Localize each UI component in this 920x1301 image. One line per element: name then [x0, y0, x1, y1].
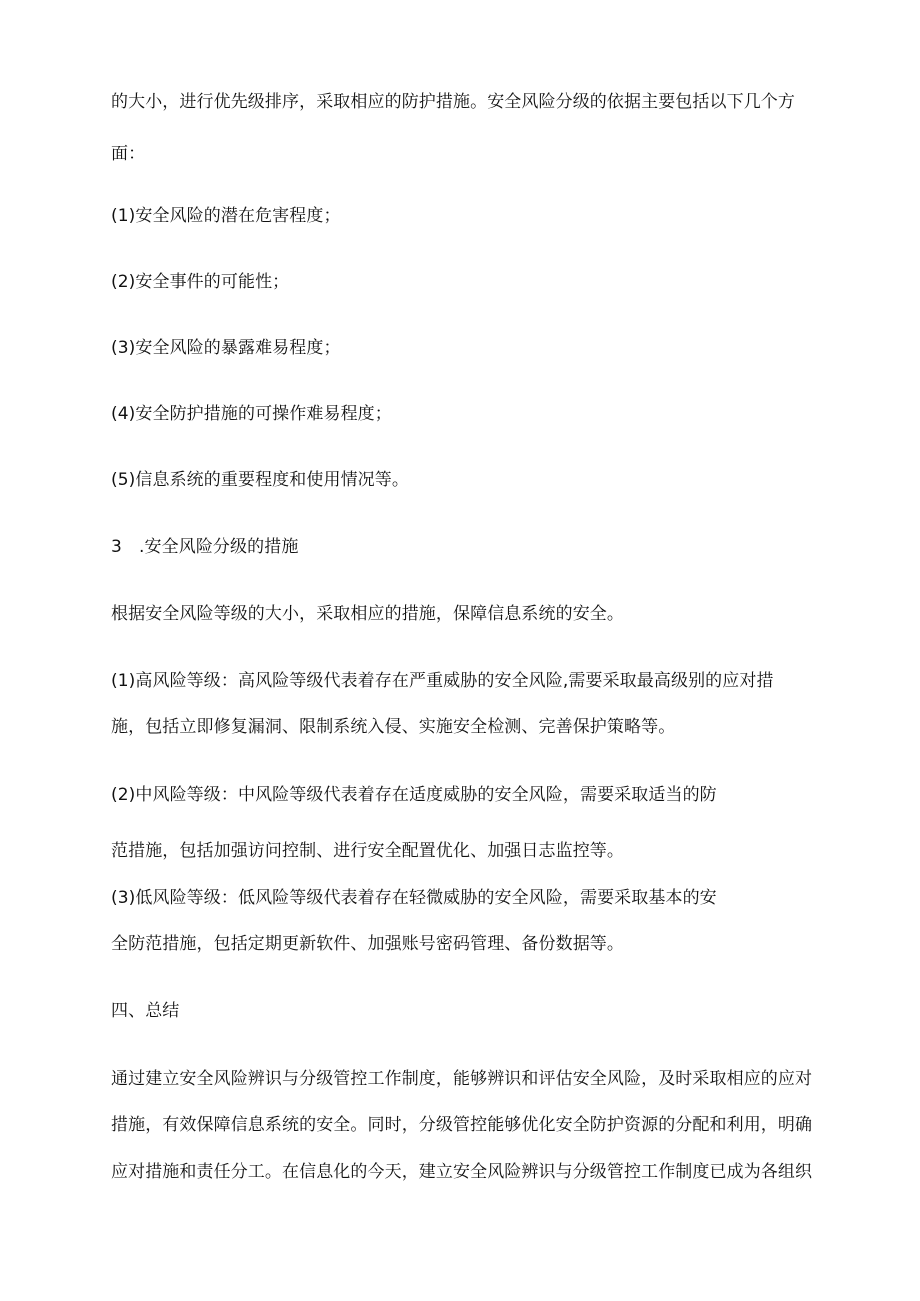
- list-item: (1)高风险等级：高风险等级代表着存在严重威胁的安全风险,需要采取最高级别的应对措: [111, 671, 774, 691]
- list-item: (3)安全风险的暴露难易程度；: [111, 338, 341, 358]
- list-item: (3)低风险等级：低风险等级代表着存在轻微威胁的安全风险，需要采取基本的安: [111, 888, 717, 908]
- list-item: (2)中风险等级：中风险等级代表着存在适度威胁的安全风险，需要采取适当的防: [111, 785, 717, 805]
- text-line: 范措施，包括加强访问控制、进行安全配置优化、加强日志监控等。: [111, 841, 624, 861]
- text-line: 施，包括立即修复漏洞、限制系统入侵、实施安全检测、完善保护策略等。: [111, 717, 676, 737]
- text-line: 通过建立安全风险辨识与分级管控工作制度，能够辨识和评估安全风险，及时采取相应的应对: [111, 1069, 813, 1089]
- text-line: 面：: [111, 144, 146, 164]
- list-item: (4)安全防护措施的可操作难易程度；: [111, 404, 392, 424]
- list-item: (5)信息系统的重要程度和使用情况等。: [111, 470, 409, 490]
- section-heading: 四、总结: [111, 1001, 180, 1021]
- text-line: 根据安全风险等级的大小，采取相应的措施，保障信息系统的安全。: [111, 604, 624, 624]
- section-heading: 3 .安全风险分级的措施: [111, 537, 299, 557]
- list-item: (1)安全风险的潜在危害程度；: [111, 206, 341, 226]
- text-line: 应对措施和责任分工。在信息化的今天，建立安全风险辨识与分级管控工作制度已成为各组织: [111, 1162, 813, 1182]
- text-line: 措施，有效保障信息系统的安全。同时，分级管控能够优化安全防护资源的分配和利用，明确: [111, 1115, 813, 1135]
- text-line: 全防范措施，包括定期更新软件、加强账号密码管理、备份数据等。: [111, 934, 624, 954]
- list-item: (2)安全事件的可能性；: [111, 272, 290, 292]
- text-line: 的大小，进行优先级排序，采取相应的防护措施。安全风险分级的依据主要包括以下几个方: [111, 92, 795, 112]
